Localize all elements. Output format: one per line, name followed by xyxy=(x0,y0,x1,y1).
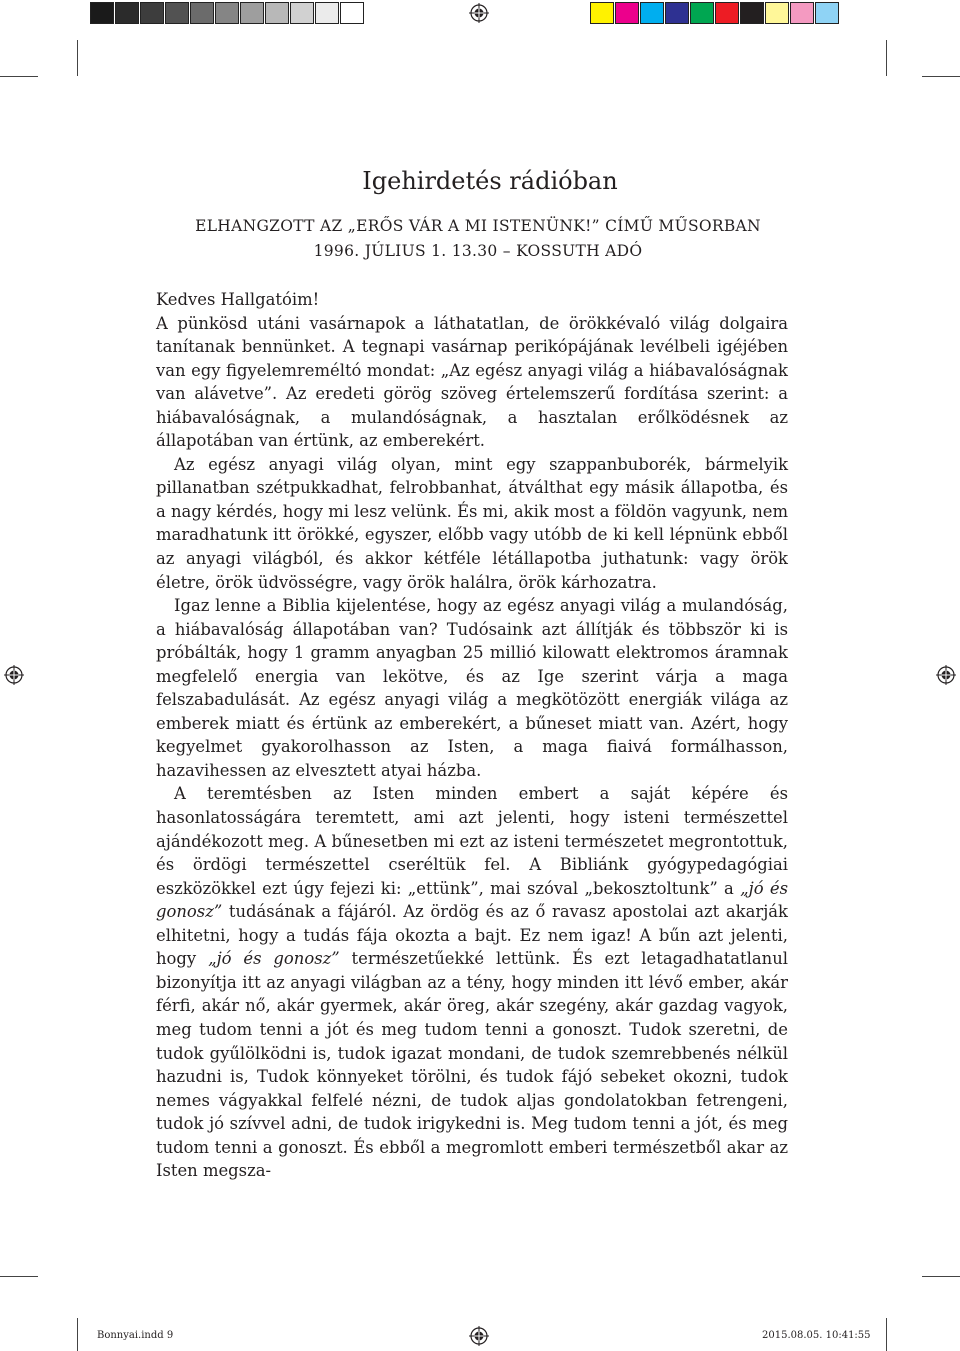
color-swatch xyxy=(265,2,289,24)
color-swatch xyxy=(340,2,364,24)
registration-mark-right-icon xyxy=(936,665,956,685)
registration-mark-bottom-icon xyxy=(469,1326,489,1346)
crop-mark xyxy=(922,76,960,77)
crop-mark xyxy=(77,40,78,76)
color-swatch xyxy=(165,2,189,24)
color-swatch xyxy=(115,2,139,24)
paragraph-1: A pünkösd utáni vasárnapok a láthatatlan, de örökkévaló világ dolgaira tanítanak bennünket. A tegnapi vasárnap perikópájának levélbeli igéjében van egy figyelemreméltó mondat: „Az egész anyagi világ a hiábavalóságnak van alávetve”. Az eredeti görög szöveg értelemszerű fordítása szerint: a hiábavalóságnak, a mulandóságnak, a hasztalan erőlködésnek az állapotában van értünk, az emberekért. xyxy=(156,313,788,451)
greeting: Kedves Hallgatóim! xyxy=(156,290,320,309)
color-swatch xyxy=(665,2,689,24)
paragraph-4-text-a: A teremtésben az Isten minden embert a saját képére és hasonlatosságára teremtett, ami azt jelenti, hogy isteni természettel ajándékozott meg. A bűnesetben mi ezt az isteni természetet megrontottuk, és ördögi természettel cseréltük fel. A Bibliánk gyógypedagógiai eszközökkel ezt úgy fejezi ki: „ettünk”, mai szóval „bekosztoltunk” a xyxy=(156,784,788,898)
footer-timestamp: 2015.08.05. 10:41:55 xyxy=(762,1330,871,1341)
paragraph-4-text-c: természetűekké lettünk. És ezt letagadhatatlanul bizonyítja itt az anyagi világban az a tény, hogy minden itt lévő ember, akár férfi, akár nő, akár gyermek, akár öreg, akár szegény, akár gazdag vagyok, meg tudom tenni a jót és meg tudom tenni a gonoszt. Tudok szeretni, de tudok gyűlölködni is, tudok igazat mondani, de tudok szemrebbenés nélkül hazudni is, Tudok könnyeket törölni, és tudok fájó sebeket okozni, tudok nemes vágyakkal felfelé nézni, de tudok aljas gondolatokban fetrengeni, tudok jó szívvel adni, de tudok irigykedni is. Meg tudom tenni a jót, és meg tudom tenni a gonoszt. És ebből a megromlott emberi természetből akar az Isten megsza- xyxy=(156,949,789,1181)
color-swatch xyxy=(315,2,339,24)
paragraph-2: Az egész anyagi világ olyan, mint egy szappanbuborék, bármelyik pillanatban szétpukkadhat, felrobbanhat, átválthat egy másik állapotba, és a nagy kérdés, hogy mi lesz velünk. És mi, akik most a földön vagyunk, nem maradhatunk itt örökké, egyszer, előbb vagy utóbb de ki kell lépnünk ebből az anyagi világból, és akkor kétféle létállapotba juthatunk: vagy örök életre, örök üdvösségre, vagy örök halálra, örök kárhozatra. xyxy=(156,454,788,592)
paragraph-4-text-b: tudásának a fájáról. Az ördög és az ő ravasz apostolai azt akarják elhitetni, hogy a tudás fája okozta a bajt. Ez nem igaz! A bűn azt jelenti, hogy xyxy=(156,902,788,969)
color-swatch xyxy=(140,2,164,24)
color-swatch xyxy=(590,2,614,24)
color-swatch xyxy=(715,2,739,24)
crop-mark xyxy=(0,76,38,77)
color-swatch xyxy=(790,2,814,24)
color-swatch xyxy=(740,2,764,24)
broadcast-info xyxy=(156,214,788,264)
page-content xyxy=(156,166,788,1183)
color-swatch xyxy=(765,2,789,24)
color-swatch xyxy=(190,2,214,24)
color-swatch xyxy=(290,2,314,24)
footer-filename: Bonnyai.indd 9 xyxy=(97,1330,174,1341)
grayscale-color-bar xyxy=(90,2,365,24)
emphasis-good-and-evil: „jó és gonosz” xyxy=(208,949,340,969)
color-swatch xyxy=(215,2,239,24)
color-swatch xyxy=(690,2,714,24)
registration-mark-left-icon xyxy=(4,665,24,685)
crop-mark xyxy=(886,1318,887,1351)
broadcast-date: 1996. JÚLIUS 1. 13.30 – KOSSUTH ADÓ xyxy=(313,242,643,260)
color-swatch xyxy=(240,2,264,24)
paragraph-3: Igaz lenne a Biblia kijelentése, hogy az egész anyagi világ a mulandóság, a hiábavalóság állapotában van? Tudósaink azt állítják és többször ki is próbálták, hogy 1 gramm anyagban 25 millió kilowatt elektromos áramnak megfelelő energia van lekötve, és az Ige szerint várja a maga felszabadulását. Az egész anyagi világ a megkötözött energiák világa az emberek miatt és értünk az emberekért, a bűneset miatt van. Azért, hogy kegyelmet gyakorolhasson az Isten, a maga fiaivá formálhasson, hazavihessen az elvesztett atyai házba. xyxy=(156,596,788,780)
crop-mark xyxy=(77,1318,78,1351)
cmyk-color-bar xyxy=(590,2,840,24)
crop-mark xyxy=(0,1276,38,1277)
color-swatch xyxy=(640,2,664,24)
crop-mark xyxy=(886,40,887,76)
color-swatch xyxy=(615,2,639,24)
color-swatch xyxy=(90,2,114,24)
paragraph-4 xyxy=(156,782,788,1182)
emphasis-good-and-evil: „jó és gonosz” xyxy=(156,878,788,922)
crop-mark xyxy=(922,1276,960,1277)
registration-mark-top-icon xyxy=(469,3,489,23)
broadcast-program: ELHANGZOTT AZ „ERŐS VÁR A MI ISTENÜNK!” CÍMŰ MŰSORBAN xyxy=(195,217,761,235)
page-title: Igehirdetés rádióban xyxy=(362,167,618,195)
color-swatch xyxy=(815,2,839,24)
